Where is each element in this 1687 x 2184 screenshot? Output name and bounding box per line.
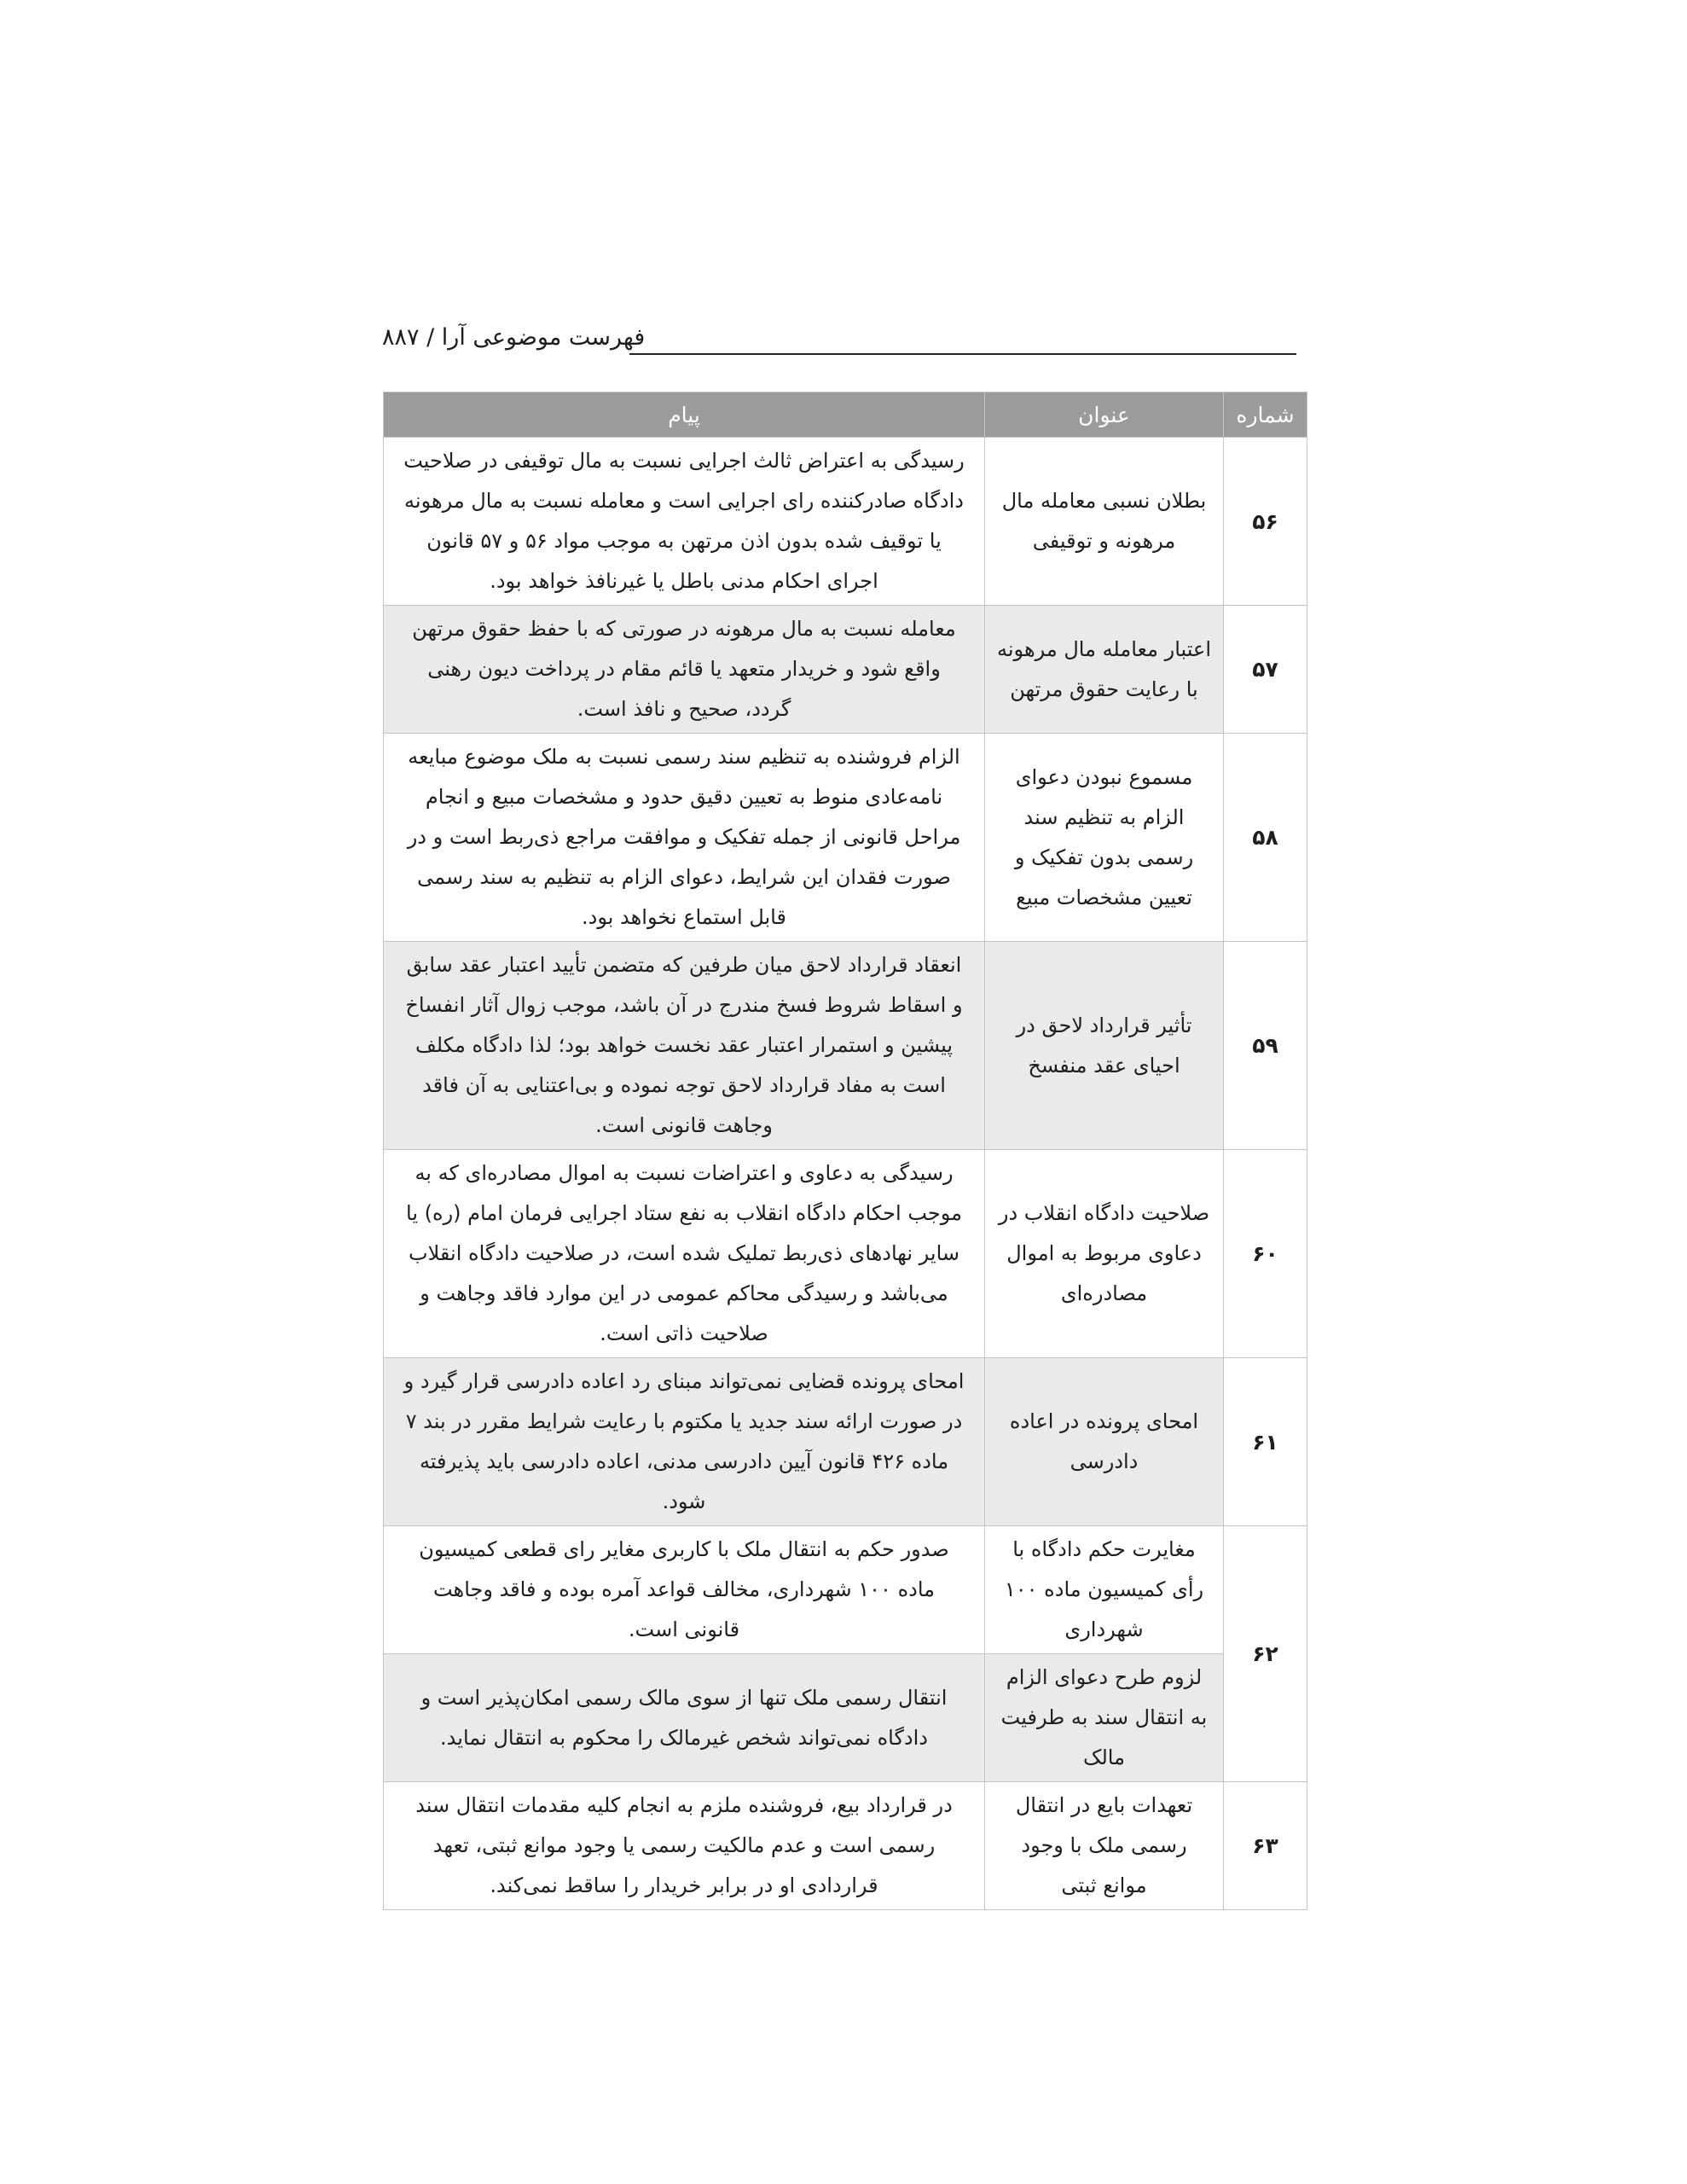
- ruling-message: الزام فروشنده به تنظیم سند رسمی نسبت به ملک موضوع مبایعه نامه‌عادی منوط به تعیین دقیق حدود و مشخصات مبیع و انجام مراحل قانونی از جمله تفکیک و موافقت مراجع ذی‌ربط است و در صورت فقدان این شرایط، دعوای الزام به تنظیم به سند رسمی قابل استماع نخواهد بود.: [384, 734, 985, 942]
- ruling-title: بطلان نسبی معامله مال مرهونه و توقیفی: [985, 438, 1224, 606]
- ruling-message: انعقاد قرارداد لاحق میان طرفین که متضمن تأیید اعتبار عقد سابق و اسقاط شروط فسخ مندرج در آن باشد، موجب زوال آثار انفساخ پیشین و استمرار اعتبار عقد نخست خواهد بود؛ لذا دادگاه مکلف است به مفاد قرارداد لاحق توجه نموده و بی‌اعتنایی به آن فاقد وجاهت قانونی است.: [384, 942, 985, 1150]
- ruling-number: ۵۷: [1224, 606, 1307, 734]
- ruling-number: ۶۱: [1224, 1358, 1307, 1526]
- ruling-message: رسیدگی به اعتراض ثالث اجرایی نسبت به مال توقیفی در صلاحیت دادگاه صادرکننده رای اجرایی است و معامله نسبت به مال مرهونه یا توقیف شده بدون اذن مرتهن به موجب مواد ۵۶ و ۵۷ قانون اجرای احکام مدنی باطل یا غیرنافذ خواهد بود.: [384, 438, 985, 606]
- ruling-message: در قرارداد بیع، فروشنده ملزم به انجام کلیه مقدمات انتقال سند رسمی است و عدم مالکیت رسمی یا وجود موانع ثبتی، تعهد قراردادی او در برابر خریدار را ساقط نمی‌کند.: [384, 1782, 985, 1910]
- ruling-message: انتقال رسمی ملک تنها از سوی مالک رسمی امکان‌پذیر است و دادگاه نمی‌تواند شخص غیرمالک را محکوم به انتقال نماید.: [384, 1654, 985, 1782]
- table-row: [384, 1526, 1307, 1654]
- ruling-title: امحای پرونده در اعاده دادرسی: [985, 1358, 1224, 1526]
- table-row: [384, 942, 1307, 1150]
- ruling-title: مغایرت حکم دادگاه با رأی کمیسیون ماده ۱۰۰ شهرداری: [985, 1526, 1224, 1654]
- ruling-number: ۶۰: [1224, 1150, 1307, 1358]
- ruling-message: امحای پرونده قضایی نمی‌تواند مبنای رد اعاده دادرسی قرار گیرد و در صورت ارائه سند جدید یا مکتوم با رعایت شرایط مقرر در بند ۷ ماده ۴۲۶ قانون آیین دادرسی مدنی، اعاده دادرسی باید پذیرفته شود.: [384, 1358, 985, 1526]
- table-row: [384, 1654, 1307, 1782]
- ruling-number: ۵۸: [1224, 734, 1307, 942]
- ruling-title: تأثیر قرارداد لاحق در احیای عقد منفسخ: [985, 942, 1224, 1150]
- table-row: [384, 1358, 1307, 1526]
- ruling-title: اعتبار معامله مال مرهونه با رعایت حقوق مرتهن: [985, 606, 1224, 734]
- header-rule: [629, 353, 1296, 355]
- ruling-title: لزوم طرح دعوای الزام به انتقال سند به طرفیت مالک: [985, 1654, 1224, 1782]
- ruling-title: مسموع نبودن دعوای الزام به تنظیم سند رسمی بدون تفکیک و تعیین مشخصات مبیع: [985, 734, 1224, 942]
- ruling-message: معامله نسبت به مال مرهونه در صورتی که با حفظ حقوق مرتهن واقع شود و خریدار متعهد یا قائم مقام در پرداخت دیون رهنی گردد، صحیح و نافذ است.: [384, 606, 985, 734]
- ruling-number: ۶۲: [1224, 1526, 1307, 1782]
- running-header: [382, 322, 1296, 365]
- rulings-index-table: [383, 392, 1307, 1910]
- running-title: فهرست موضوعی آرا / ۸۸۷: [382, 324, 646, 351]
- table-header-row: [384, 392, 1307, 438]
- table-row: [384, 1150, 1307, 1358]
- column-header-message: پیام: [384, 392, 985, 438]
- ruling-number: ۶۳: [1224, 1782, 1307, 1910]
- table-row: [384, 1782, 1307, 1910]
- ruling-title: صلاحیت دادگاه انقلاب در دعاوی مربوط به اموال مصادره‌ای: [985, 1150, 1224, 1358]
- ruling-number: ۵۹: [1224, 942, 1307, 1150]
- column-header-number: شماره: [1224, 392, 1307, 438]
- ruling-title: تعهدات بایع در انتقال رسمی ملک با وجود موانع ثبتی: [985, 1782, 1224, 1910]
- table-row: [384, 438, 1307, 606]
- ruling-number: ۵۶: [1224, 438, 1307, 606]
- table-row: [384, 606, 1307, 734]
- ruling-message: صدور حکم به انتقال ملک با کاربری مغایر رای قطعی کمیسیون ماده ۱۰۰ شهرداری، مخالف قواعد آمره بوده و فاقد وجاهت قانونی است.: [384, 1526, 985, 1654]
- column-header-title: عنوان: [985, 392, 1224, 438]
- ruling-message: رسیدگی به دعاوی و اعتراضات نسبت به اموال مصادره‌ای که به موجب احکام دادگاه انقلاب به نفع ستاد اجرایی فرمان امام (ره) یا سایر نهادهای ذی‌ربط تملیک شده است، در صلاحیت دادگاه انقلاب می‌باشد و رسیدگی محاکم عمومی در این موارد فاقد وجاهت و صلاحیت ذاتی است.: [384, 1150, 985, 1358]
- table-row: [384, 734, 1307, 942]
